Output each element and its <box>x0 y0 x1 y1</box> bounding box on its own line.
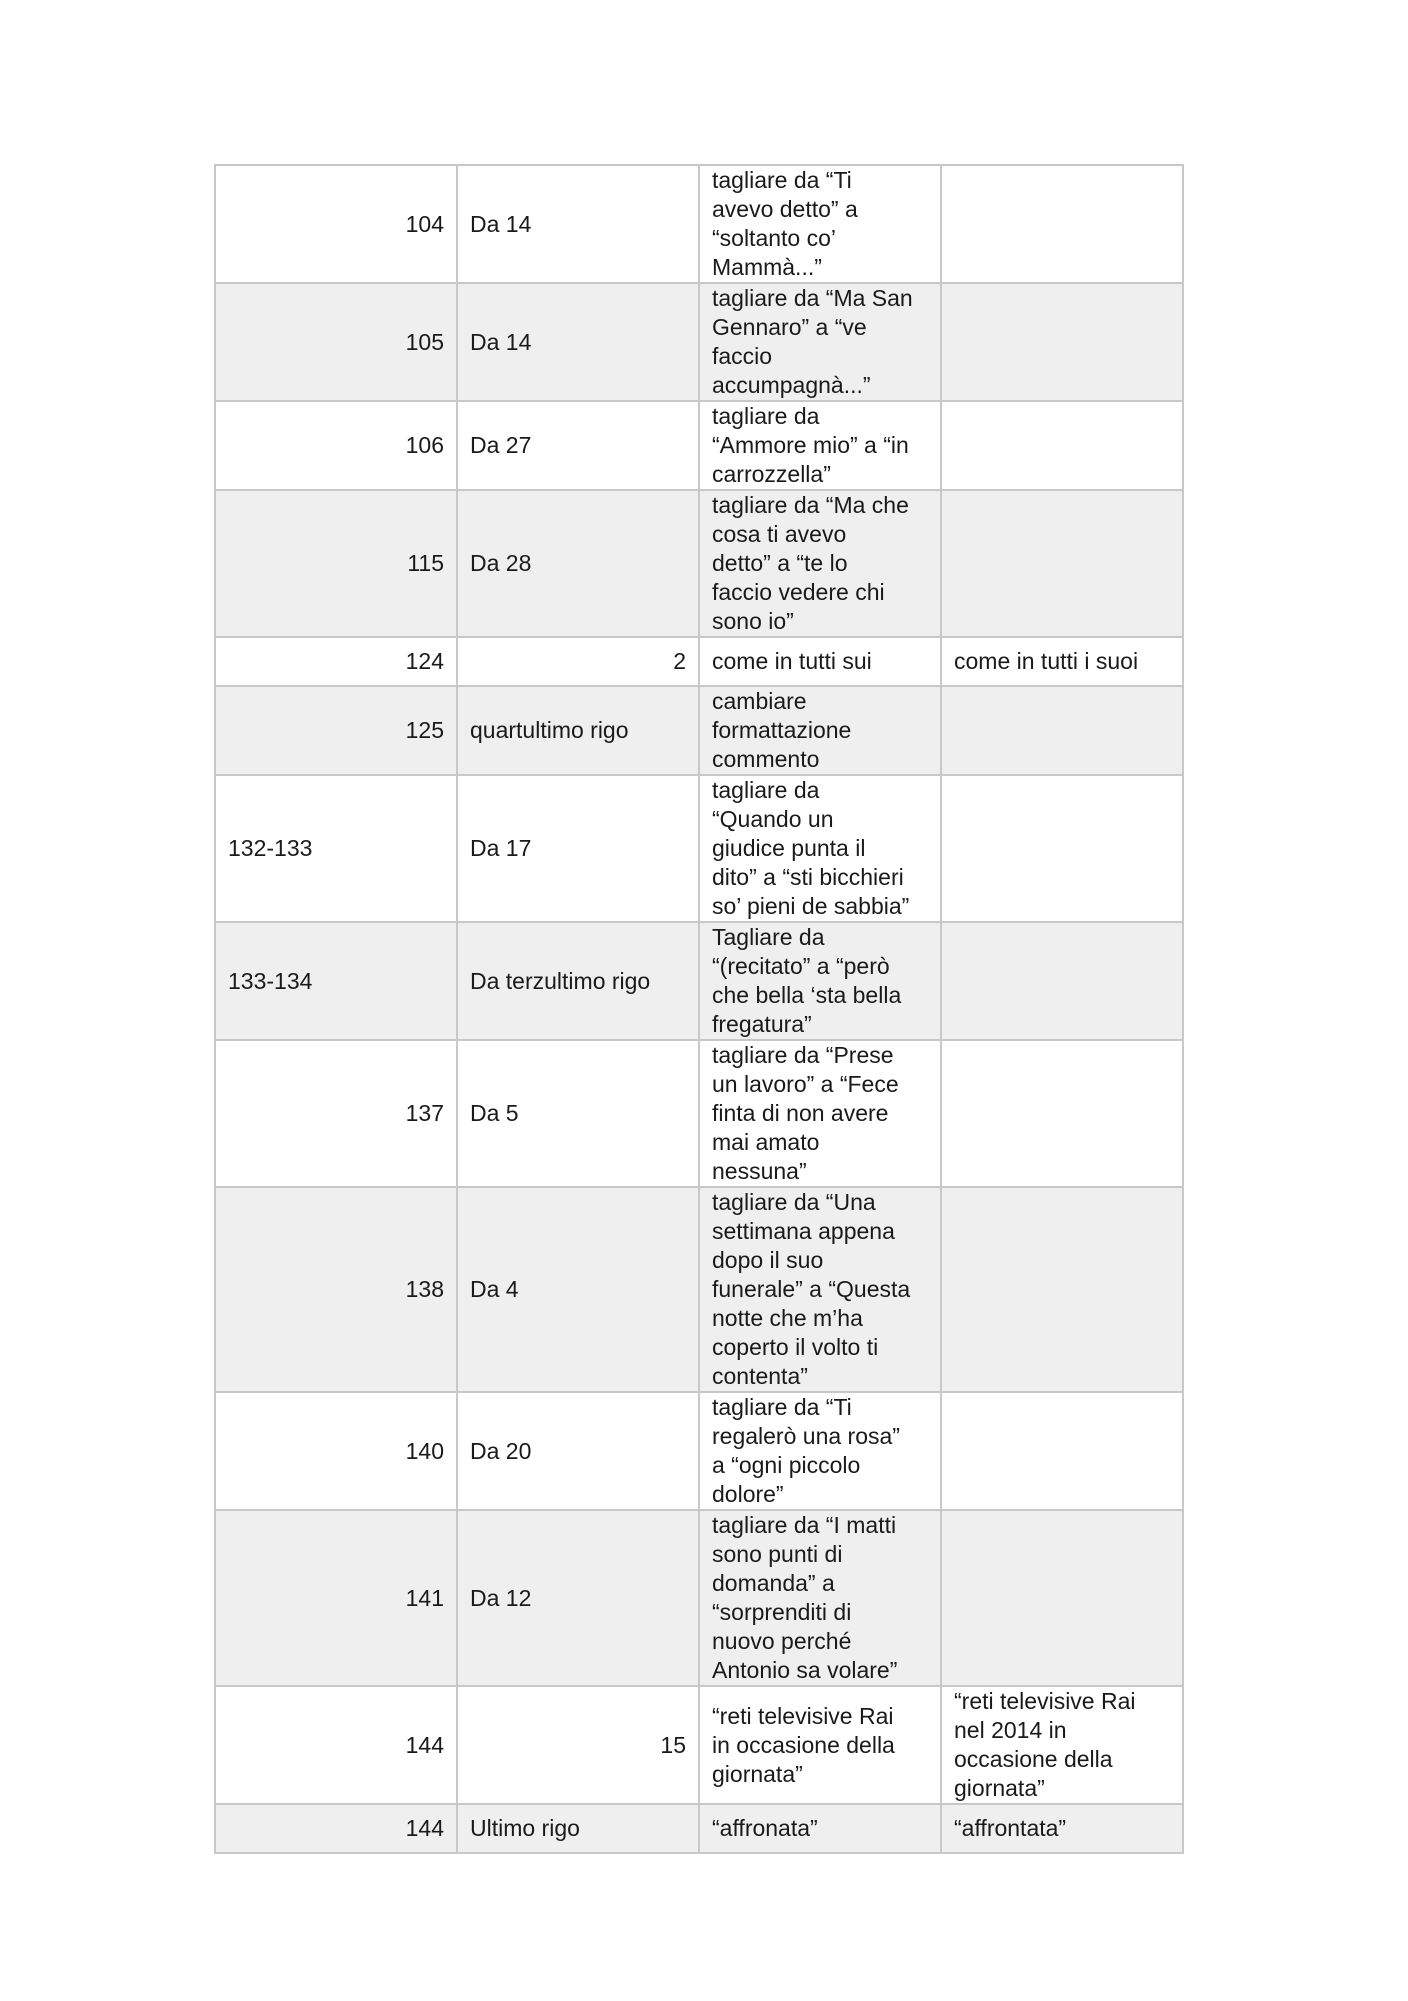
page-cell: 132-133 <box>215 775 457 922</box>
page-cell: 124 <box>215 637 457 686</box>
line-cell: Da terzultimo rigo <box>457 922 699 1040</box>
table-row <box>215 1040 1183 1187</box>
correction-cell: come in tutti i suoi <box>941 637 1183 686</box>
page-cell: 106 <box>215 401 457 490</box>
line-cell: Ultimo rigo <box>457 1804 699 1853</box>
table-row <box>215 401 1183 490</box>
line-cell: Da 27 <box>457 401 699 490</box>
error-cell: tagliare da “Una settimana appena dopo il suo funerale” a “Questa notte che m’ha coperto il volto ti contenta” <box>699 1187 941 1392</box>
line-cell: 2 <box>457 637 699 686</box>
errata-table <box>214 164 1184 1854</box>
correction-cell <box>941 1392 1183 1510</box>
error-cell: tagliare da “Ti regalerò una rosa” a “ogni piccolo dolore” <box>699 1392 941 1510</box>
line-cell: Da 5 <box>457 1040 699 1187</box>
page-cell: 140 <box>215 1392 457 1510</box>
page-cell: 105 <box>215 283 457 401</box>
page-cell: 144 <box>215 1804 457 1853</box>
correction-cell <box>941 1510 1183 1686</box>
line-cell: Da 4 <box>457 1187 699 1392</box>
correction-cell <box>941 922 1183 1040</box>
correction-cell: “affrontata” <box>941 1804 1183 1853</box>
correction-cell <box>941 401 1183 490</box>
error-cell: cambiare formattazione commento <box>699 686 941 775</box>
page-cell: 115 <box>215 490 457 637</box>
correction-cell <box>941 165 1183 283</box>
error-cell: tagliare da “Ma che cosa ti avevo detto” a “te lo faccio vedere chi sono io” <box>699 490 941 637</box>
page-cell: 104 <box>215 165 457 283</box>
correction-cell <box>941 283 1183 401</box>
table-row <box>215 637 1183 686</box>
error-cell: tagliare da “I matti sono punti di domanda” a “sorprenditi di nuovo perché Antonio sa volare” <box>699 1510 941 1686</box>
page-cell: 138 <box>215 1187 457 1392</box>
error-cell: tagliare da “Ammore mio” a “in carrozzella” <box>699 401 941 490</box>
correction-cell: “reti televisive Rai nel 2014 in occasione della giornata” <box>941 1686 1183 1804</box>
line-cell: Da 12 <box>457 1510 699 1686</box>
line-cell: Da 28 <box>457 490 699 637</box>
table-row <box>215 775 1183 922</box>
table-row <box>215 1392 1183 1510</box>
line-cell: Da 20 <box>457 1392 699 1510</box>
correction-cell <box>941 1187 1183 1392</box>
table-row <box>215 1686 1183 1804</box>
table-row <box>215 686 1183 775</box>
table-row <box>215 1187 1183 1392</box>
correction-cell <box>941 686 1183 775</box>
table-row <box>215 283 1183 401</box>
page-cell: 141 <box>215 1510 457 1686</box>
error-cell: tagliare da “Ma San Gennaro” a “ve faccio accumpagnà...” <box>699 283 941 401</box>
table-row <box>215 1804 1183 1853</box>
line-cell: 15 <box>457 1686 699 1804</box>
error-cell: “reti televisive Rai in occasione della giornata” <box>699 1686 941 1804</box>
table-row <box>215 165 1183 283</box>
error-cell: Tagliare da “(recitato” a “però che bella ‘sta bella fregatura” <box>699 922 941 1040</box>
page-cell: 125 <box>215 686 457 775</box>
table-row <box>215 490 1183 637</box>
error-cell: “affronata” <box>699 1804 941 1853</box>
page-cell: 144 <box>215 1686 457 1804</box>
correction-cell <box>941 1040 1183 1187</box>
error-cell: tagliare da “Ti avevo detto” a “soltanto co’ Mammà...” <box>699 165 941 283</box>
page-cell: 137 <box>215 1040 457 1187</box>
error-cell: tagliare da “Quando un giudice punta il dito” a “sti bicchieri so’ pieni de sabbia” <box>699 775 941 922</box>
line-cell: Da 14 <box>457 165 699 283</box>
error-cell: come in tutti sui <box>699 637 941 686</box>
error-cell: tagliare da “Prese un lavoro” a “Fece finta di non avere mai amato nessuna” <box>699 1040 941 1187</box>
line-cell: Da 14 <box>457 283 699 401</box>
correction-cell <box>941 775 1183 922</box>
table-row <box>215 922 1183 1040</box>
table-row <box>215 1510 1183 1686</box>
page-cell: 133-134 <box>215 922 457 1040</box>
line-cell: quartultimo rigo <box>457 686 699 775</box>
line-cell: Da 17 <box>457 775 699 922</box>
correction-cell <box>941 490 1183 637</box>
